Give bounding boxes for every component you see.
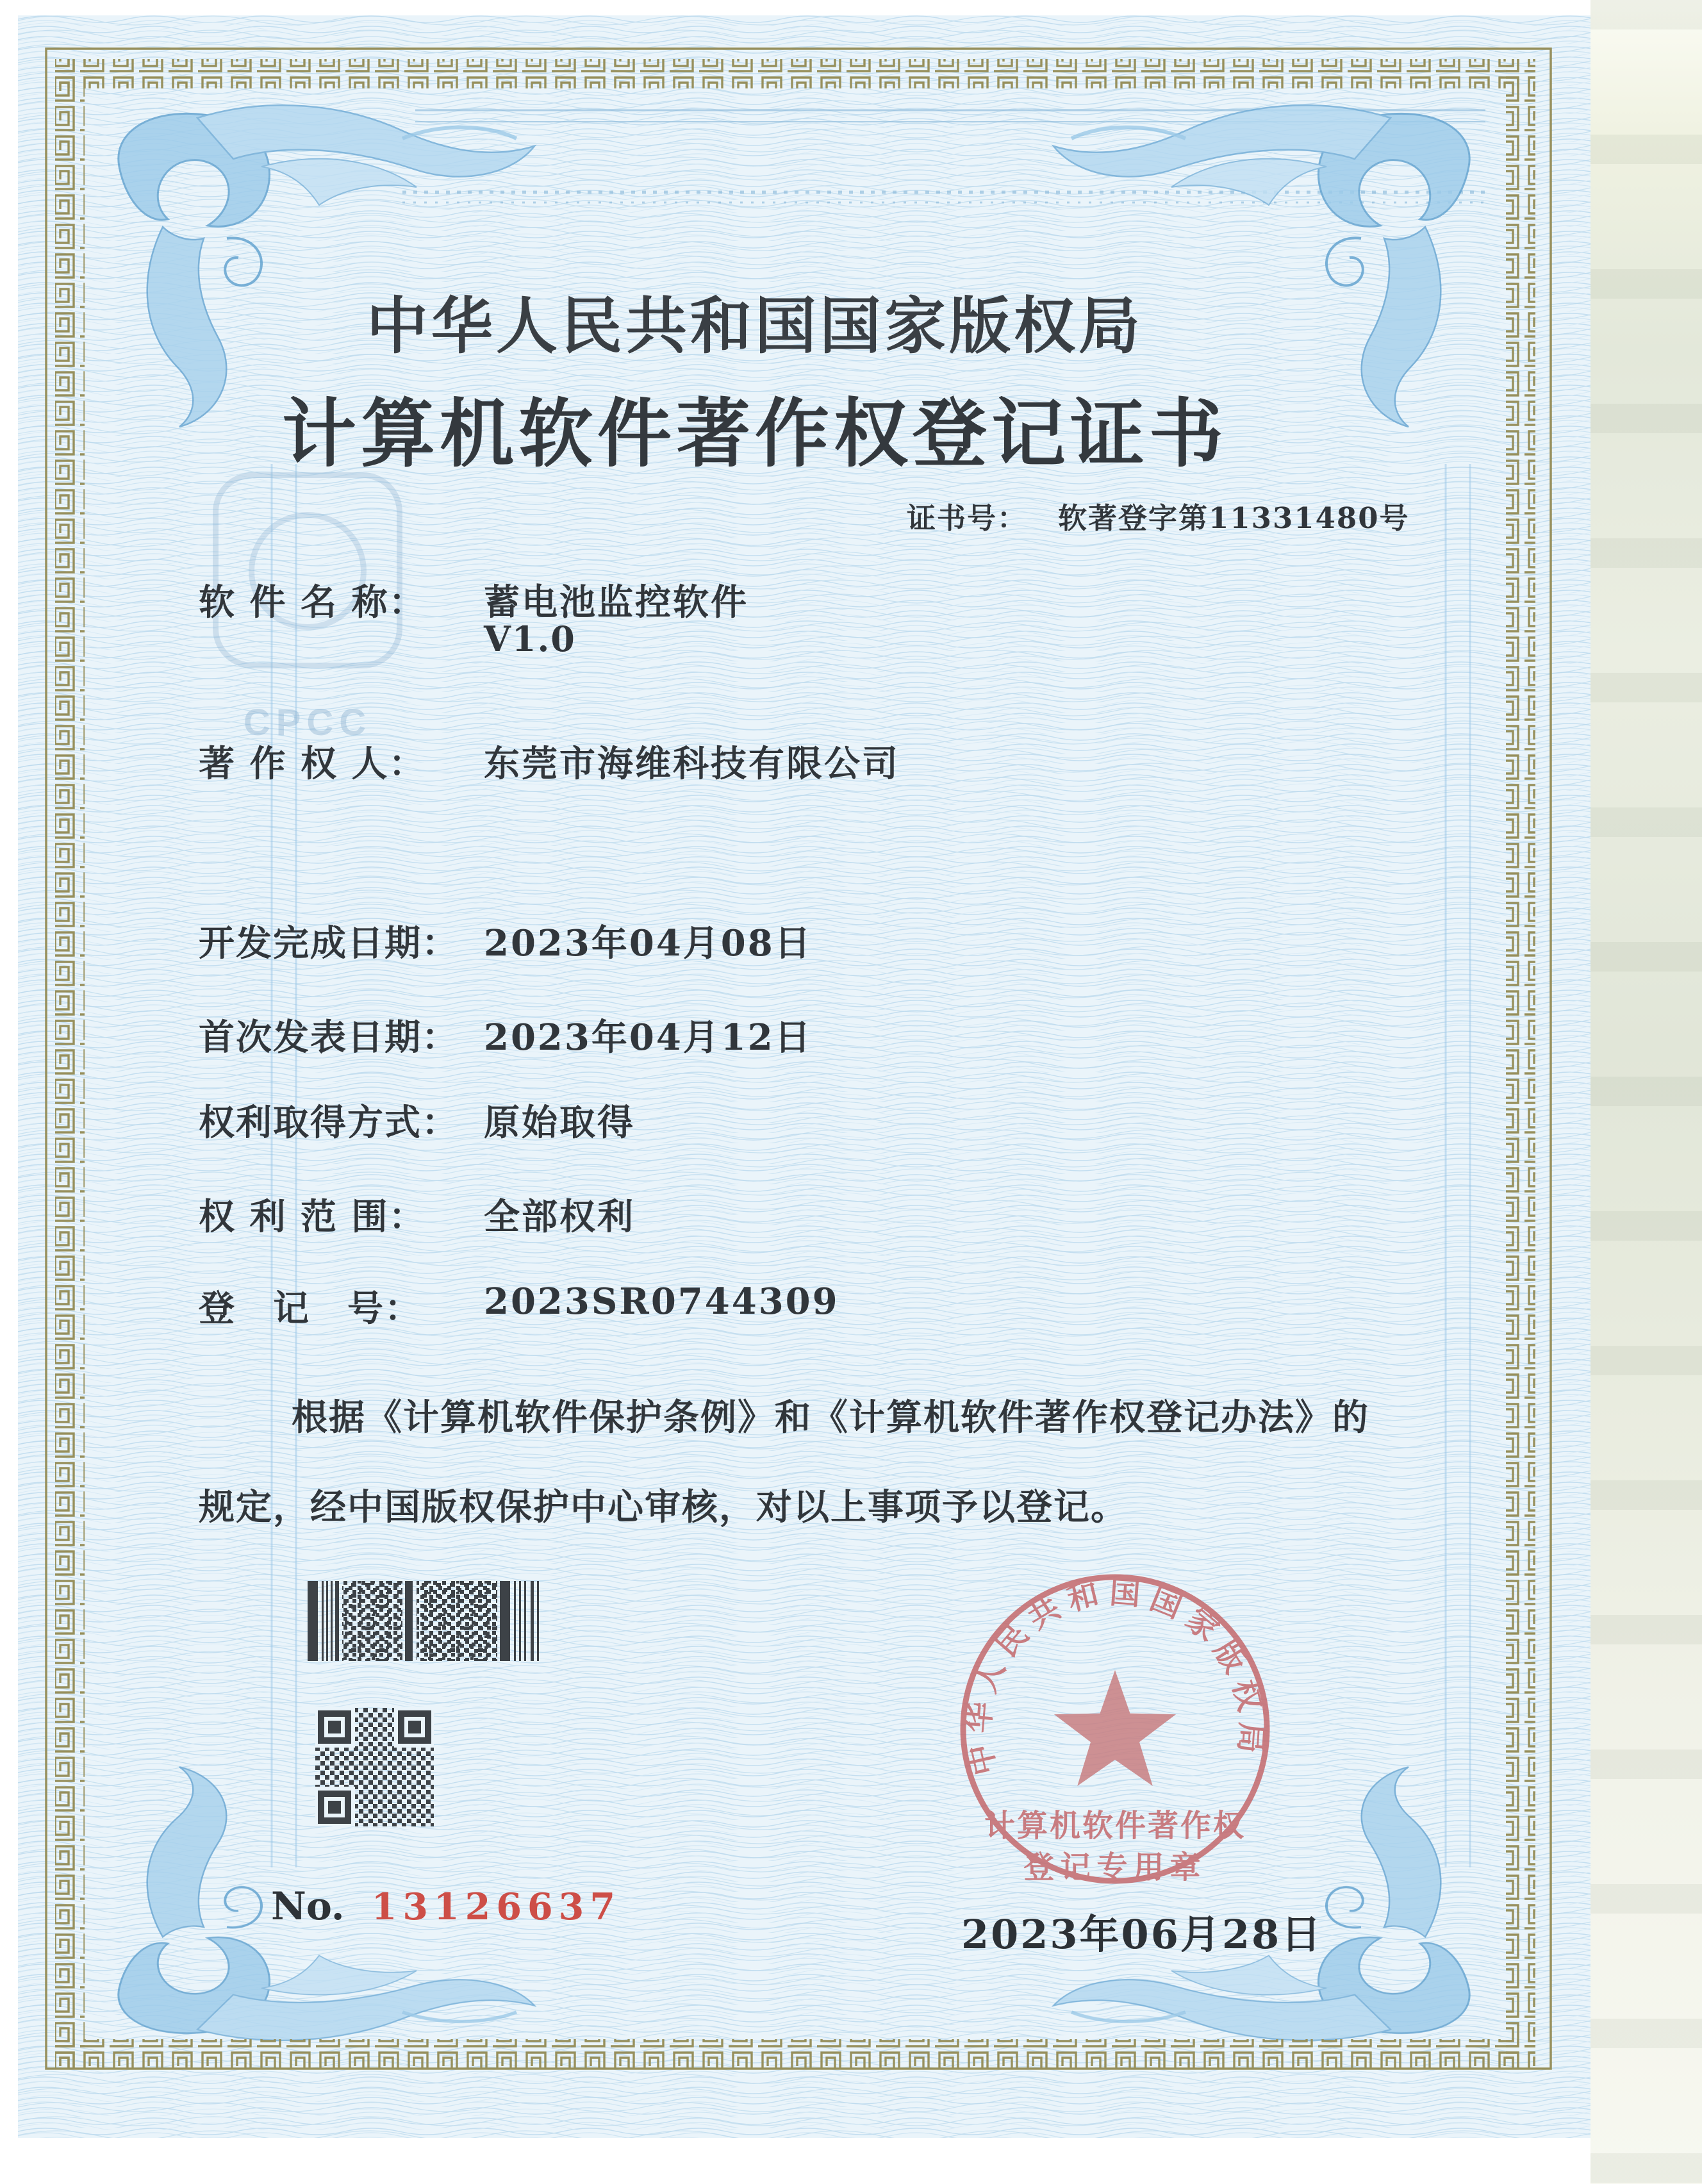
seal-ring-text: 中华人民共和国国家版权局 xyxy=(960,1574,1270,1779)
statement-line-1: 根据《计算机软件保护条例》和《计算机软件著作权登记办法》的 xyxy=(292,1396,1369,1439)
field-label: 登 记 号： xyxy=(199,1287,422,1330)
field-value: 东莞市海维科技有限公司 xyxy=(484,743,900,785)
seal-text-line1: 计算机软件著作权 xyxy=(984,1808,1246,1844)
field-row-completion-date xyxy=(199,915,813,966)
field-label: 权利取得方式： xyxy=(199,1102,459,1144)
cpcc-watermark-text: CPCC xyxy=(243,702,372,743)
seal-star xyxy=(1054,1670,1176,1786)
field-value: 2023年04月08日 xyxy=(484,922,813,964)
field-value: 2023年04月12日 xyxy=(484,1016,813,1059)
field-value: 2023SR0744309 xyxy=(484,1280,839,1323)
field-value: 全部权利 xyxy=(484,1196,635,1238)
field-row-software-name xyxy=(199,574,748,625)
authority-title: 中华人民共和国国家版权局 xyxy=(367,290,1143,362)
serial-digits: 13126637 xyxy=(371,1885,621,1928)
statement-line-2: 规定，经中国版权保护中心审核，对以上事项予以登记。 xyxy=(199,1486,1128,1528)
qr-code xyxy=(315,1708,434,1826)
field-row-registration-number xyxy=(199,1280,839,1332)
field-label: 软 件 名 称： xyxy=(199,581,426,624)
software-version: V1.0 xyxy=(484,618,576,659)
seal-text-line2: 登记专用章 xyxy=(1023,1849,1207,1885)
field-label: 首次发表日期： xyxy=(199,1016,459,1059)
field-label: 著 作 权 人： xyxy=(199,743,426,785)
certificate-number-value: 软著登字第11331480号 xyxy=(1058,501,1410,535)
official-seal xyxy=(948,1562,1282,1896)
field-row-copyright-owner xyxy=(199,736,900,787)
certificate-number-label: 证书号： xyxy=(907,501,1028,535)
barcode xyxy=(308,1581,541,1661)
serial-number xyxy=(271,1884,621,1929)
certificate-number xyxy=(907,495,1410,536)
issue-date: 2023年06月28日 xyxy=(961,1911,1323,1958)
field-value: 蓄电池监控软件 xyxy=(484,581,748,624)
field-row-first-publication-date xyxy=(199,1009,813,1061)
document-title: 计算机软件著作权登记证书 xyxy=(282,390,1228,477)
field-row-rights-scope xyxy=(199,1189,635,1240)
field-label: 权 利 范 围： xyxy=(199,1196,426,1238)
scan-edge-strip xyxy=(1590,0,1702,2184)
serial-prefix: No. xyxy=(271,1884,345,1929)
field-value: 原始取得 xyxy=(484,1102,635,1144)
certificate-page xyxy=(18,15,1590,2138)
field-label: 开发完成日期： xyxy=(199,922,459,964)
scan-edge-bands xyxy=(1590,0,1702,2184)
field-row-rights-acquisition xyxy=(199,1095,635,1146)
